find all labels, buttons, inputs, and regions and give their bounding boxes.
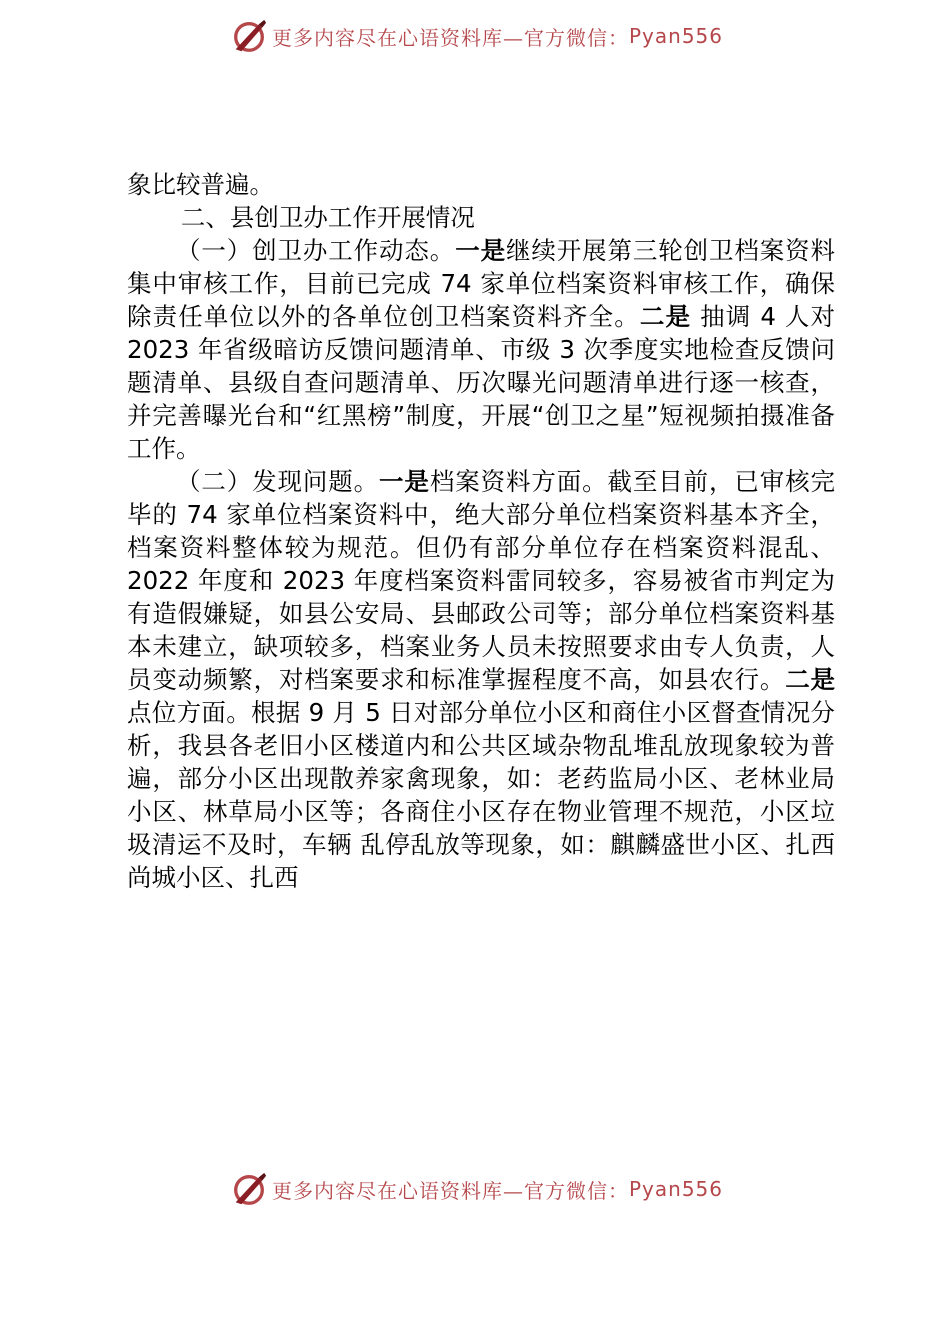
paragraph-lead: （二）发现问题。 — [176, 467, 380, 496]
paragraph-text: 点位方面。根据 9 月 5 日对部分单位小区和商住小区督查情况分析，我县各老旧小区楼道内和公共区域杂物乱堆乱放现象较为普遍，部分小区出现散养家禽现象，如：老药监局小区、老林业局小区、林草局小区等；各商住小区存在物业管理不规范，小区垃圾清运不及时，车辆 乱停乱放等现象，如：麒麟盛世小区、扎西尚城小区、扎西 — [127, 698, 835, 892]
paragraph-text: 档案资料方面。截至目前，已审核完毕的 74 家单位档案资料中，绝大部分单位档案资料基本齐全，档案资料整体较为规范。但仍有部分单位存在档案资料混乱、2022 年度和 2023 年度档案资料雷同较多，容易被省市判定为有造假嫌疑，如县公安局、县邮政公司等；部分单位档案资料基本未建立，缺项较多，档案业务人员未按照要求由专人负责，人员变动频繁，对档案要求和标准掌握程度不高，如县农行。 — [127, 467, 836, 694]
paragraph-fragment: 象比较普遍。 — [127, 170, 274, 199]
section-heading: 二、县创卫办工作开展情况 — [180, 203, 475, 232]
pen-circle-logo-icon — [230, 1170, 268, 1208]
bold-marker: 一是 — [379, 467, 430, 496]
paragraph-text: 抽调 4 人对 2023 年省级暗访反馈问题清单、市级 3 次季度实地检查反馈问题清单、县级自查问题清单、历次曝光问题清单进行逐一核查，并完善曝光台和“红黑榜”制度，开展“创卫之星”短视频拍摄准备工作。 — [127, 302, 836, 463]
bold-marker: 二是 — [639, 302, 692, 331]
bold-marker: 一是 — [455, 236, 506, 265]
watermark-banner-top — [230, 16, 730, 56]
paragraph-work-status — [127, 234, 835, 465]
paragraph-lead: （一）创卫办工作动态。 — [176, 236, 456, 265]
paragraph-text: 继续开展第三轮创卫档案资料集中审核工作，目前已完成 74 家单位档案资料审核工作，确保除责任单位以外的各单位创卫档案资料齐全。 — [127, 236, 836, 331]
watermark-text: 更多内容尽在心语资料库—官方微信： — [272, 1178, 629, 1203]
bold-marker: 二是 — [785, 665, 836, 694]
paragraph-problems — [127, 465, 835, 894]
watermark-banner-bottom — [230, 1169, 730, 1209]
watermark-text: 更多内容尽在心语资料库—官方微信： — [272, 25, 629, 50]
watermark-code: Pyan556 — [629, 24, 724, 48]
pen-circle-logo-icon — [230, 17, 268, 55]
document-body — [127, 168, 835, 894]
watermark-code: Pyan556 — [629, 1177, 724, 1201]
